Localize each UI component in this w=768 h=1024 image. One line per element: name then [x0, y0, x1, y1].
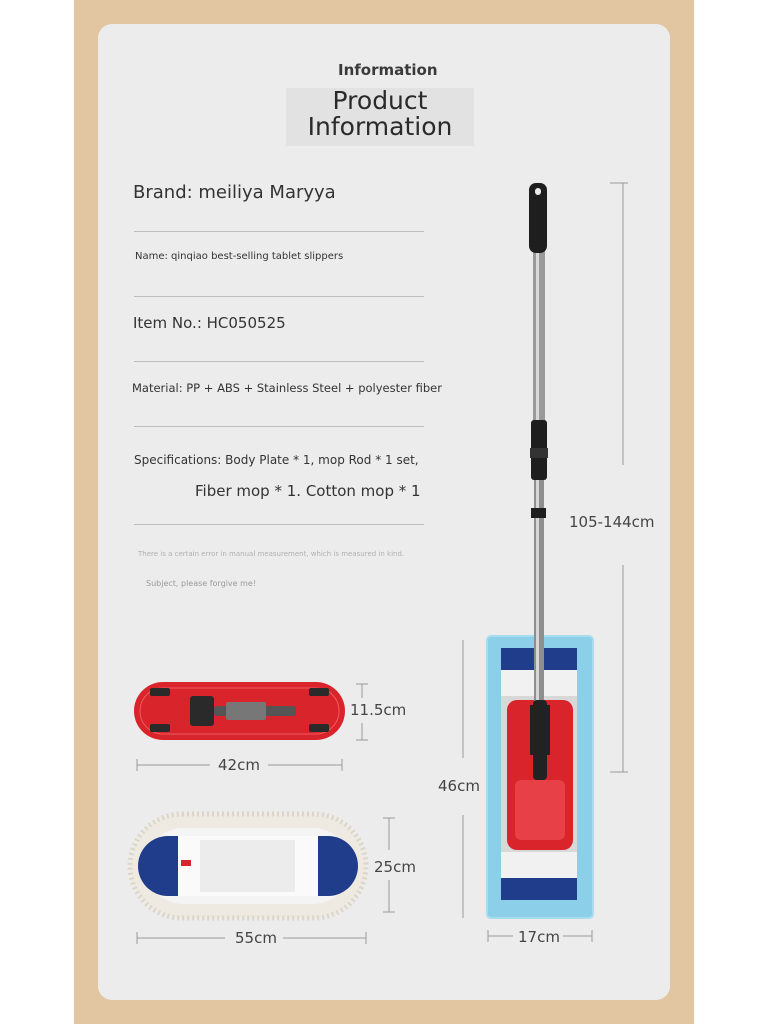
plate-width-label: 42cm: [218, 756, 260, 774]
item-number-text: Item No.: HC050525: [133, 314, 286, 332]
cotton-height-label: 25cm: [374, 858, 416, 876]
cotton-mop: [130, 814, 366, 918]
plate-height-label: 11.5cm: [350, 701, 407, 719]
product-name-text: Name: qinqiao best-selling tablet slippers: [135, 251, 344, 262]
specifications-line-2: Fiber mop * 1. Cotton mop * 1: [195, 482, 421, 500]
page-title: Product Information: [307, 86, 453, 141]
specifications-line-1: Specifications: Body Plate * 1, mop Rod * 1 set,: [134, 453, 419, 467]
handle-length-label: 105-144cm: [569, 513, 655, 531]
measurement-note-1: There is a certain error in manual measurement, which is measured in kind.: [138, 550, 405, 558]
section-eyebrow: Information: [338, 61, 438, 79]
mop-width-label: 17cm: [518, 928, 560, 946]
material-text: Material: PP + ABS + Stainless Steel + polyester fiber: [132, 381, 442, 395]
brand-text: Brand: meiliya Maryya: [133, 182, 336, 203]
cotton-width-label: 55cm: [235, 929, 277, 947]
mop-length-label: 46cm: [438, 777, 480, 795]
measurement-note-2: Subject, please forgive me!: [146, 579, 257, 588]
mop-plate: [134, 682, 345, 740]
